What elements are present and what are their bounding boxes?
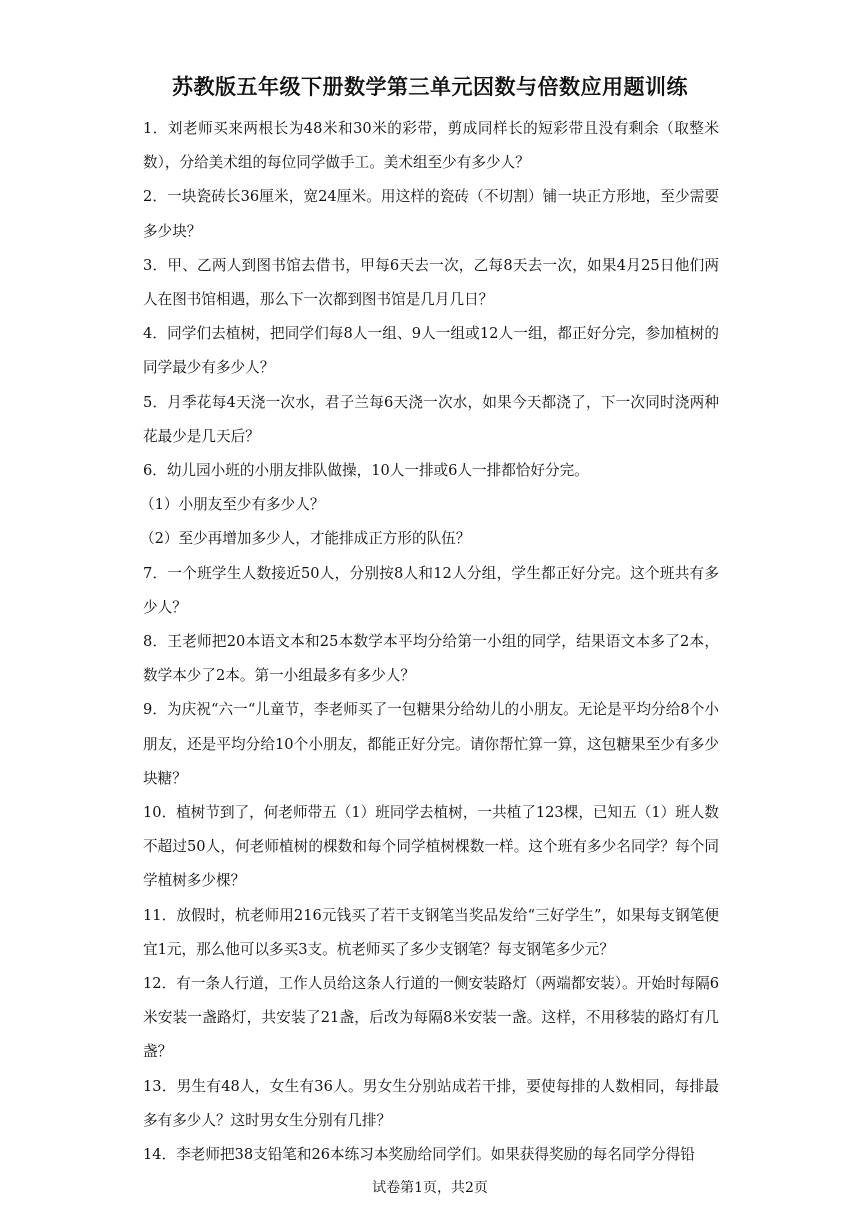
question-14: 14．李老师把38支铅笔和26本练习本奖励给同学们。如果获得奖励的每名同学分得铅 <box>143 1146 695 1164</box>
question-6: 6．幼儿园小班的小朋友排队做操，10人一排或6人一排都恰好分完。 <box>143 462 589 480</box>
question-4: 4．同学们去植树，把同学们每8人一组、9人一组或12人一组，都正好分完，参加植树的同学最少有多少人？ <box>143 325 719 377</box>
question-6-part-2: （2）至少再增加多少人，才能排成正方形的队伍？ <box>140 530 471 548</box>
page-title: 苏教版五年级下册数学第三单元因数与倍数应用题训练 <box>172 75 688 99</box>
question-7: 7．一个班学生人数接近50人，分别按8人和12人分组，学生都正好分完。这个班共有多少人？ <box>143 564 719 616</box>
question-12: 12．有一条人行道，工作人员给这条人行道的一侧安装路灯（两端都安装）。开始时每隔6米安装一盏路灯，共安装了21盏，后改为每隔8米安装一盏。这样，不用移装的路灯有几盏？ <box>143 975 719 1061</box>
question-1: 1．刘老师买来两根长为48米和30米的彩带，剪成同样长的短彩带且没有剩余（取整米数），分给美术组的每位同学做手工。美术组至少有多少人？ <box>143 120 719 172</box>
question-8: 8．王老师把20本语文本和25本数学本平均分给第一小组的同学，结果语文本多了2本，数学本少了2本。第一小组最多有多少人？ <box>143 633 719 685</box>
question-3: 3．甲、乙两人到图书馆去借书，甲每6天去一次，乙每8天去一次，如果4月25日他们两人在图书馆相遇，那么下一次都到图书馆是几月几日？ <box>143 256 719 309</box>
question-9: 9．为庆祝“六一“儿童节，李老师买了一包糖果分给幼儿的小朋友。无论是平均分给8个小朋友，还是平均分给10个小朋友，都能正好分完。请你帮忙算一算，这包糖果至少有多少块糖？ <box>143 701 719 787</box>
question-6-part-1: （1）小朋友至少有多少人？ <box>140 496 325 514</box>
question-11: 11．放假时，杭老师用216元钱买了若干支钢笔当奖品发给“三好学生”，如果每支钢笔便宜1元，那么他可以多买3支。杭老师买了多少支钢笔？每支钢笔多少元？ <box>143 906 719 958</box>
question-2: 2．一块瓷砖长36厘米，宽24厘米。用这样的瓷砖（不切割）铺一块正方形地，至少需要多少块？ <box>143 188 719 240</box>
question-13: 13．男生有48人，女生有36人。男女生分别站成若干排，要使每排的人数相同，每排最多有多少人？这时男女生分别有几排？ <box>143 1077 719 1129</box>
question-10: 10．植树节到了，何老师带五（1）班同学去植树，一共植了123棵，已知五（1）班人数不超过50人，何老师植树的棵数和每个同学植树棵数一样。这个班有多少名同学？每个同学植树多少棵？ <box>143 804 719 890</box>
question-list <box>140 112 719 1172</box>
question-5: 5．月季花每4天浇一次水，君子兰每6天浇一次水，如果今天都浇了，下一次同时浇两种花最少是几天后？ <box>143 393 719 445</box>
page-footer: 试卷第1页，共2页 <box>372 1180 488 1196</box>
